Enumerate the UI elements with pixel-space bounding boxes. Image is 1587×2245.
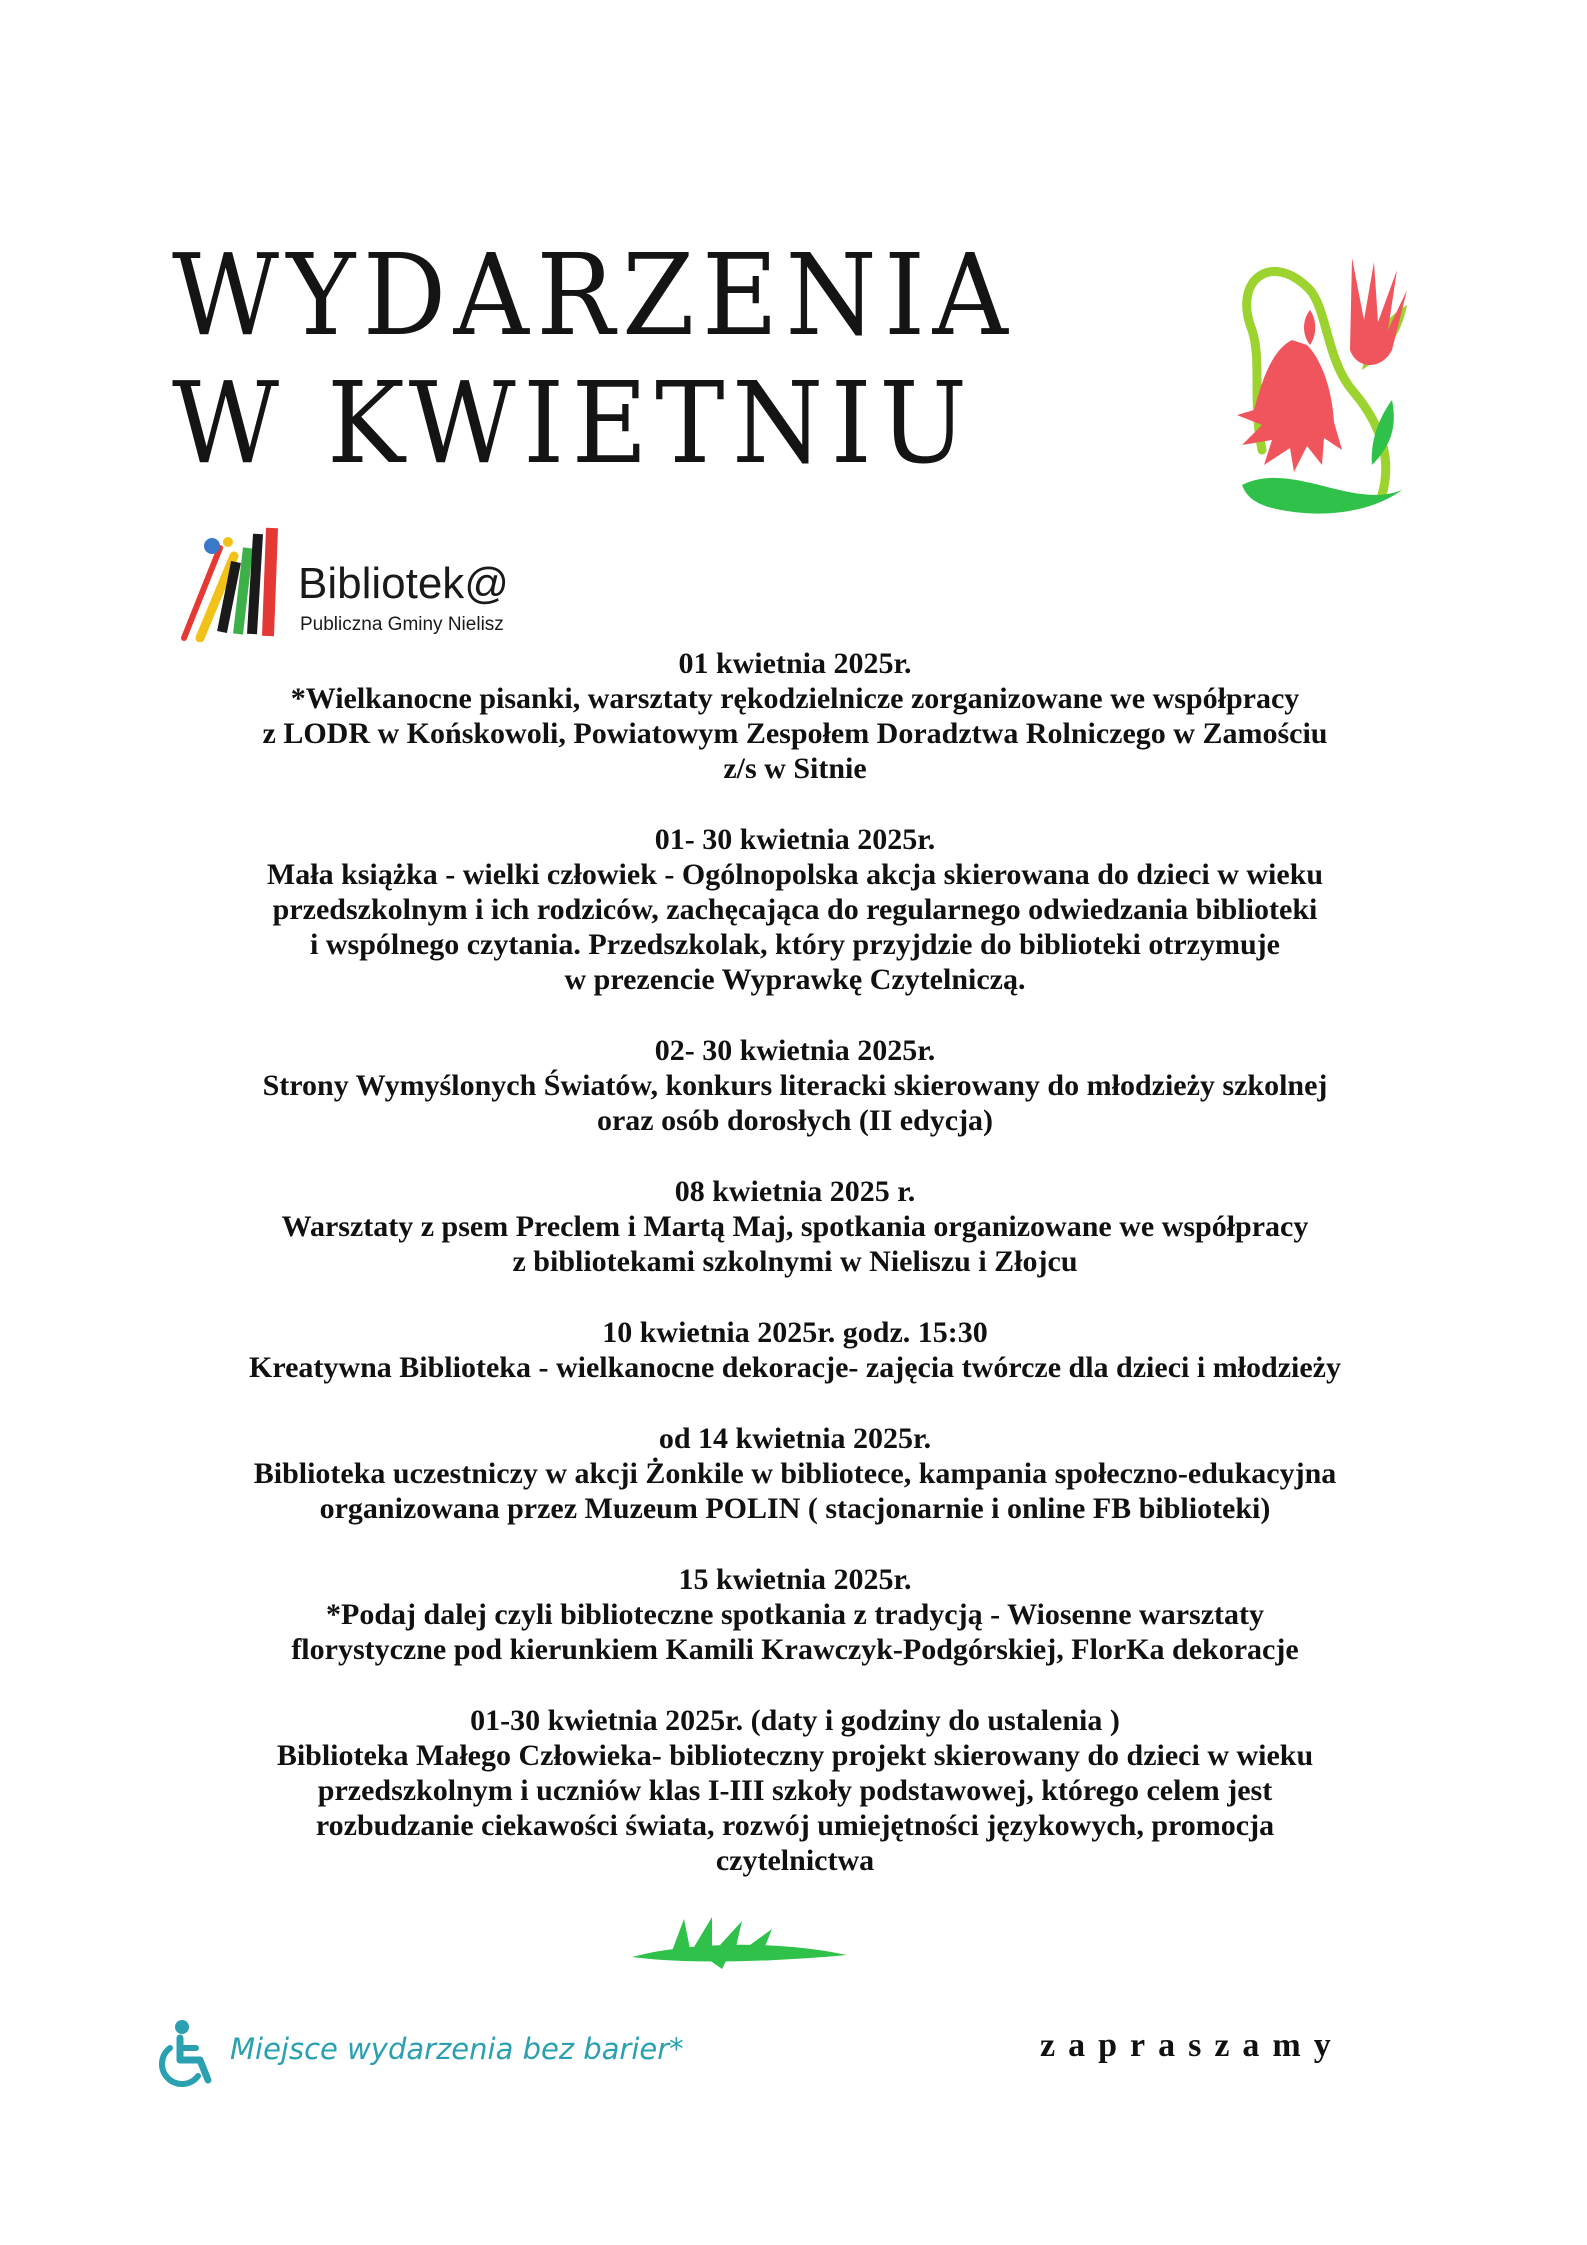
event-date: 10 kwietnia 2025r. godz. 15:30 xyxy=(602,1316,988,1349)
event-item xyxy=(150,646,1440,786)
event-item xyxy=(150,822,1440,997)
event-date: 02- 30 kwietnia 2025r. xyxy=(654,1034,936,1067)
event-description-line: z LODR w Końskowoli, Powiatowym Zespołem Doradztwa Rolniczego w Zamościu xyxy=(262,717,1328,750)
event-description-line: organizowana przez Muzeum POLIN ( stacjonarnie i online FB biblioteki) xyxy=(319,1492,1271,1525)
accessibility-note xyxy=(150,2018,710,2088)
event-description-line: Kreatywna Biblioteka - wielkanocne dekoracje- zajęcia twórcze dla dzieci i młodzieży xyxy=(249,1351,1341,1384)
invite-text: zapraszamy xyxy=(1040,2027,1344,2064)
books-icon xyxy=(180,522,298,642)
logo-name: Bibliotek@ xyxy=(298,559,509,608)
event-item xyxy=(150,1562,1440,1667)
title-line-2: W KWIETNIU xyxy=(172,359,975,489)
wheelchair-icon xyxy=(150,2018,220,2088)
event-date: 15 kwietnia 2025r. xyxy=(678,1563,912,1596)
event-item xyxy=(150,1315,1440,1385)
event-description-line: rozbudzanie ciekawości świata, rozwój umiejętności językowych, promocja xyxy=(315,1809,1275,1842)
event-date: 01 kwietnia 2025r. xyxy=(678,647,912,680)
event-description-line: oraz osób dorosłych (II edycja) xyxy=(596,1104,994,1137)
event-description-line: w prezencie Wyprawkę Czytelniczą. xyxy=(564,963,1026,996)
title-line-1: WYDARZENIA xyxy=(172,231,1016,361)
flower-icon xyxy=(1232,250,1412,522)
event-description-line: i wspólnego czytania. Przedszkolak, który przyjdzie do biblioteki otrzymuje xyxy=(310,928,1280,961)
event-date: od 14 kwietnia 2025r. xyxy=(658,1422,932,1455)
event-date: 01- 30 kwietnia 2025r. xyxy=(654,823,936,856)
event-description-line: *Wielkanocne pisanki, warsztaty rękodzielnicze zorganizowane we współpracy xyxy=(290,682,1300,715)
events-list xyxy=(150,646,1440,1914)
accessibility-text: Miejsce wydarzenia bez barier* xyxy=(230,2032,684,2066)
event-description-line: z/s w Sitnie xyxy=(723,752,867,785)
event-item xyxy=(150,1174,1440,1279)
event-description-line: *Podaj dalej czyli biblioteczne spotkania z tradycją - Wiosenne warsztaty xyxy=(326,1598,1264,1631)
event-description-line: czytelnictwa xyxy=(715,1844,875,1877)
event-description-line: Biblioteka uczestniczy w akcji Żonkile w bibliotece, kampania społeczno-edukacyjna xyxy=(253,1457,1337,1490)
event-description-line: przedszkolnym i ich rodziców, zachęcająca do regularnego odwiedzania biblioteki xyxy=(272,893,1318,926)
event-description-line: Strony Wymyślonych Światów, konkurs literacki skierowany do młodzieży szkolnej xyxy=(262,1069,1328,1102)
logo-subtitle: Publiczna Gminy Nielisz xyxy=(300,614,504,635)
event-description-line: florystyczne pod kierunkiem Kamili Krawczyk-Podgórskiej, FlorKa dekoracje xyxy=(291,1633,1299,1666)
event-description-line: przedszkolnym i uczniów klas I-III szkoły podstawowej, którego celem jest xyxy=(317,1774,1273,1807)
event-date: 01-30 kwietnia 2025r. (daty i godziny do ustalenia ) xyxy=(470,1704,1120,1737)
event-description-line: Mała książka - wielki człowiek - Ogólnopolska akcja skierowana do dzieci w wieku xyxy=(266,858,1324,891)
event-date: 08 kwietnia 2025 r. xyxy=(674,1175,916,1208)
event-item xyxy=(150,1421,1440,1526)
library-logo xyxy=(180,522,560,642)
event-item xyxy=(150,1703,1440,1878)
sprig-icon xyxy=(632,1915,847,1970)
event-description-line: Biblioteka Małego Człowieka- biblioteczny projekt skierowany do dzieci w wieku xyxy=(276,1739,1314,1772)
event-description-line: Warsztaty z psem Preclem i Martą Maj, spotkania organizowane we współpracy xyxy=(281,1210,1309,1243)
event-item xyxy=(150,1033,1440,1138)
page-title xyxy=(172,232,1015,488)
event-description-line: z bibliotekami szkolnymi w Nieliszu i Złojcu xyxy=(512,1245,1078,1278)
